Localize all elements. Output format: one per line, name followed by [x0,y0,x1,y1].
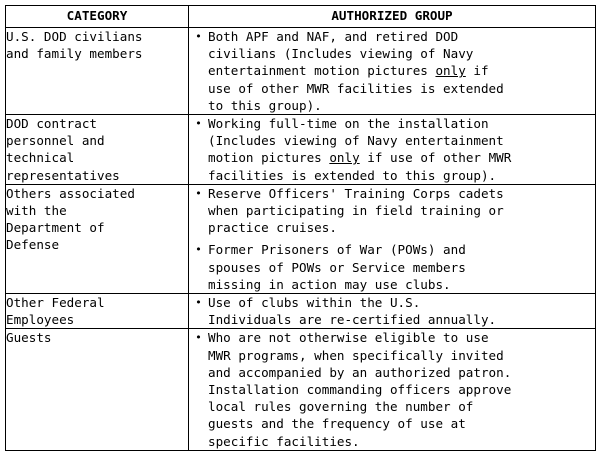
list-item [189,329,595,449]
list-item [189,115,595,184]
category-cell: Guests [6,329,189,450]
table-row [6,115,596,185]
text-segment: if use of other MWR facilities is extended to this group). [208,150,512,183]
text-segment: Former Prisoners of War (POWs) and spouses of POWs or Service members missing in action may use clubs. [208,242,466,292]
text-segment: Working full-time on the installation (Includes viewing of Navy entertainment motion pictures [208,116,504,166]
list-item [189,294,595,328]
list-item [189,241,595,293]
bullet-icon: • [195,331,202,345]
bullet-text [208,294,595,328]
text-segment: Who are not otherwise eligible to use MWR programs, when specifically invited and accompanied by an authorized patron. Installation commanding officers approve local rules governing the number of guests and the frequency of use at specific facilities. [208,330,512,449]
bullet-icon: • [195,30,202,43]
authorized-group-cell [189,28,596,115]
header-row [6,6,596,28]
authorized-group-cell [189,294,596,329]
text-segment: Reserve Officers' Training Corps cadets when participating in field training or practice cruises. [208,185,504,236]
table-row [6,184,596,293]
category-cell: Other Federal Employees [6,294,189,329]
table-row [6,329,596,450]
text-segment: Both APF and NAF, and retired DOD civilians (Includes viewing of Navy entertainment motion pictures [208,29,474,79]
authorized-group-cell [189,184,596,293]
table-row [6,28,596,115]
table-row [6,294,596,329]
emphasis-text: only [329,150,360,166]
bullet-icon: • [195,117,202,131]
list-item [189,185,595,237]
authorized-group-cell [189,329,596,450]
list-item [189,28,595,114]
text-segment: if use of other MWR facilities is extended to this group). [208,63,504,113]
bullet-icon: • [195,186,202,200]
emphasis-text: only [435,63,466,79]
category-cell: Others associated with the Department of Defense [6,184,189,293]
bullet-text [208,241,595,293]
category-cell: DOD contract personnel and technical representatives [6,115,189,185]
bullet-icon: • [195,243,202,257]
bullet-icon: • [195,296,202,310]
header-category: CATEGORY [6,6,189,28]
bullet-text [208,329,595,449]
bullet-text [208,185,595,237]
eligibility-table [5,5,596,451]
category-cell: U.S. DOD civilians and family members [6,28,189,115]
text-segment: Use of clubs within the U.S. Individuals are re-certified annually. [208,295,497,328]
authorized-group-cell [189,115,596,185]
bullet-text [208,115,595,184]
header-authorized-group: AUTHORIZED GROUP [189,6,596,28]
bullet-text [208,28,595,114]
